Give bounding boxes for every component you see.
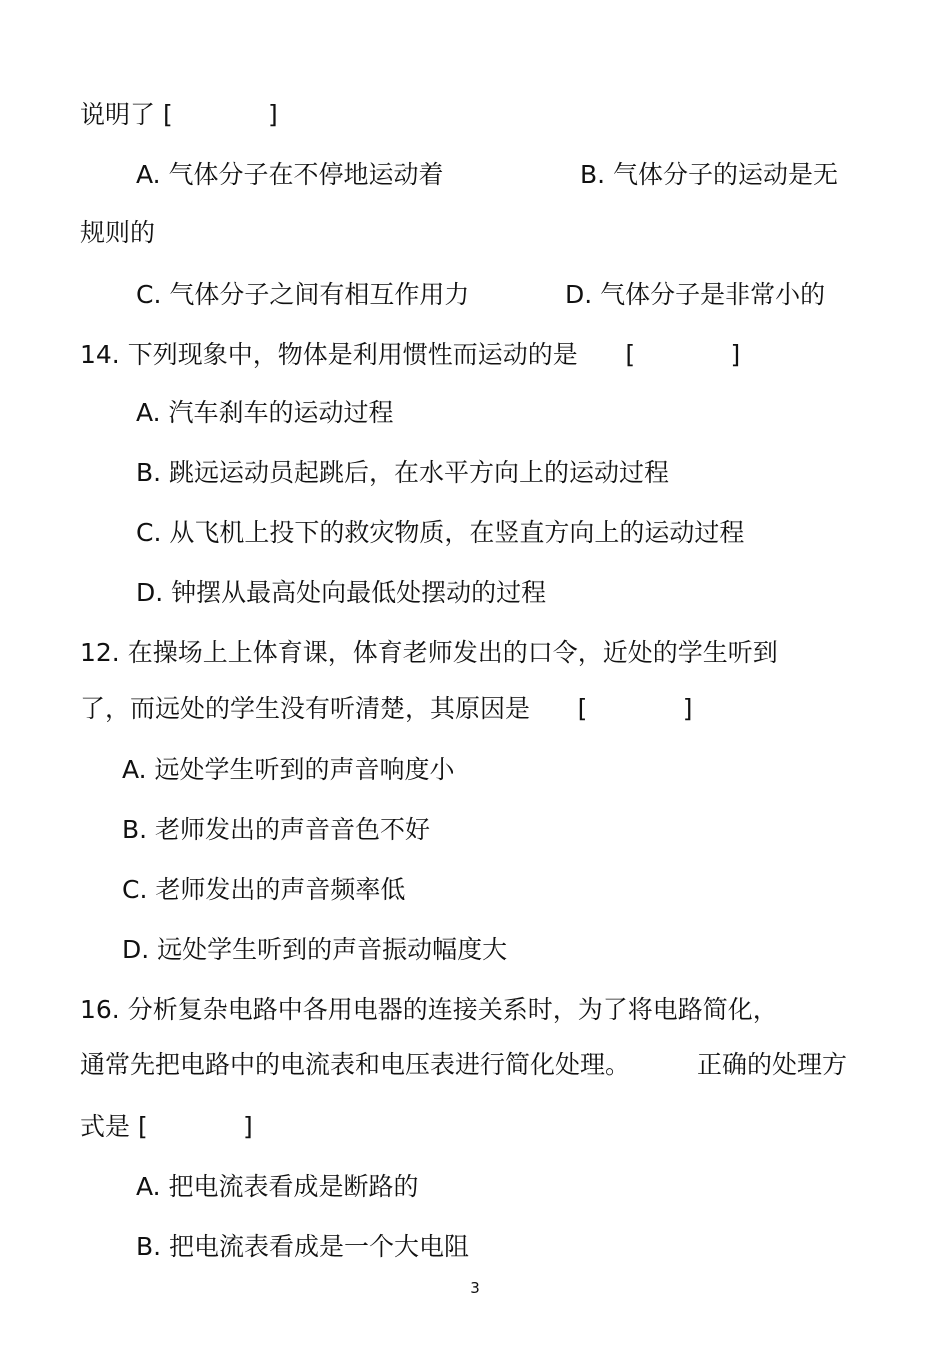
option-c-line: C. 老师发出的声音频率低	[122, 875, 406, 904]
option-d-line: D. 钟摆从最高处向最低处摆动的过程	[136, 578, 547, 607]
text-line: 通常先把电路中的电流表和电压表进行简化处理。	[80, 1050, 631, 1079]
option-c-line: C. 从飞机上投下的救灾物质，在竖直方向上的运动过程	[136, 518, 745, 547]
question-16: 16. 分析复杂电路中各用电器的连接关系时，为了将电路简化，	[80, 995, 778, 1024]
option-b-line: B. 老师发出的声音音色不好	[122, 815, 431, 844]
option-a-line: A. 远处学生听到的声音响度小	[122, 755, 455, 784]
option-c-line: C. 气体分子之间有相互作用力	[136, 280, 470, 309]
option-d-line: D. 远处学生听到的声音振动幅度大	[122, 935, 508, 964]
option-a-line: A. 把电流表看成是断路的	[136, 1172, 419, 1201]
option-d-line: D. 气体分子是非常小的	[565, 280, 826, 309]
text-line: 式是 [ ]	[80, 1112, 253, 1141]
question-12: 12. 在操场上上体育课，体育老师发出的口令，近处的学生听到	[80, 638, 778, 667]
option-b-line: B. 跳远运动员起跳后，在水平方向上的运动过程	[136, 458, 670, 487]
text-line: 说明了 [ ]	[80, 100, 278, 129]
text-line: 规则的	[80, 218, 156, 247]
page-number: 3	[470, 1279, 480, 1297]
option-a-line: A. 气体分子在不停地运动着	[136, 160, 444, 189]
text-line: 了，而远处的学生没有听清楚，其原因是 [ ]	[80, 694, 693, 723]
question-14: 14. 下列现象中，物体是利用惯性而运动的是 [ ]	[80, 340, 741, 369]
text-line: 正确的处理方	[697, 1050, 848, 1079]
option-b-line: B. 气体分子的运动是无	[580, 160, 839, 189]
option-b-line: B. 把电流表看成是一个大电阻	[136, 1232, 470, 1261]
option-a-line: A. 汽车刹车的运动过程	[136, 398, 394, 427]
